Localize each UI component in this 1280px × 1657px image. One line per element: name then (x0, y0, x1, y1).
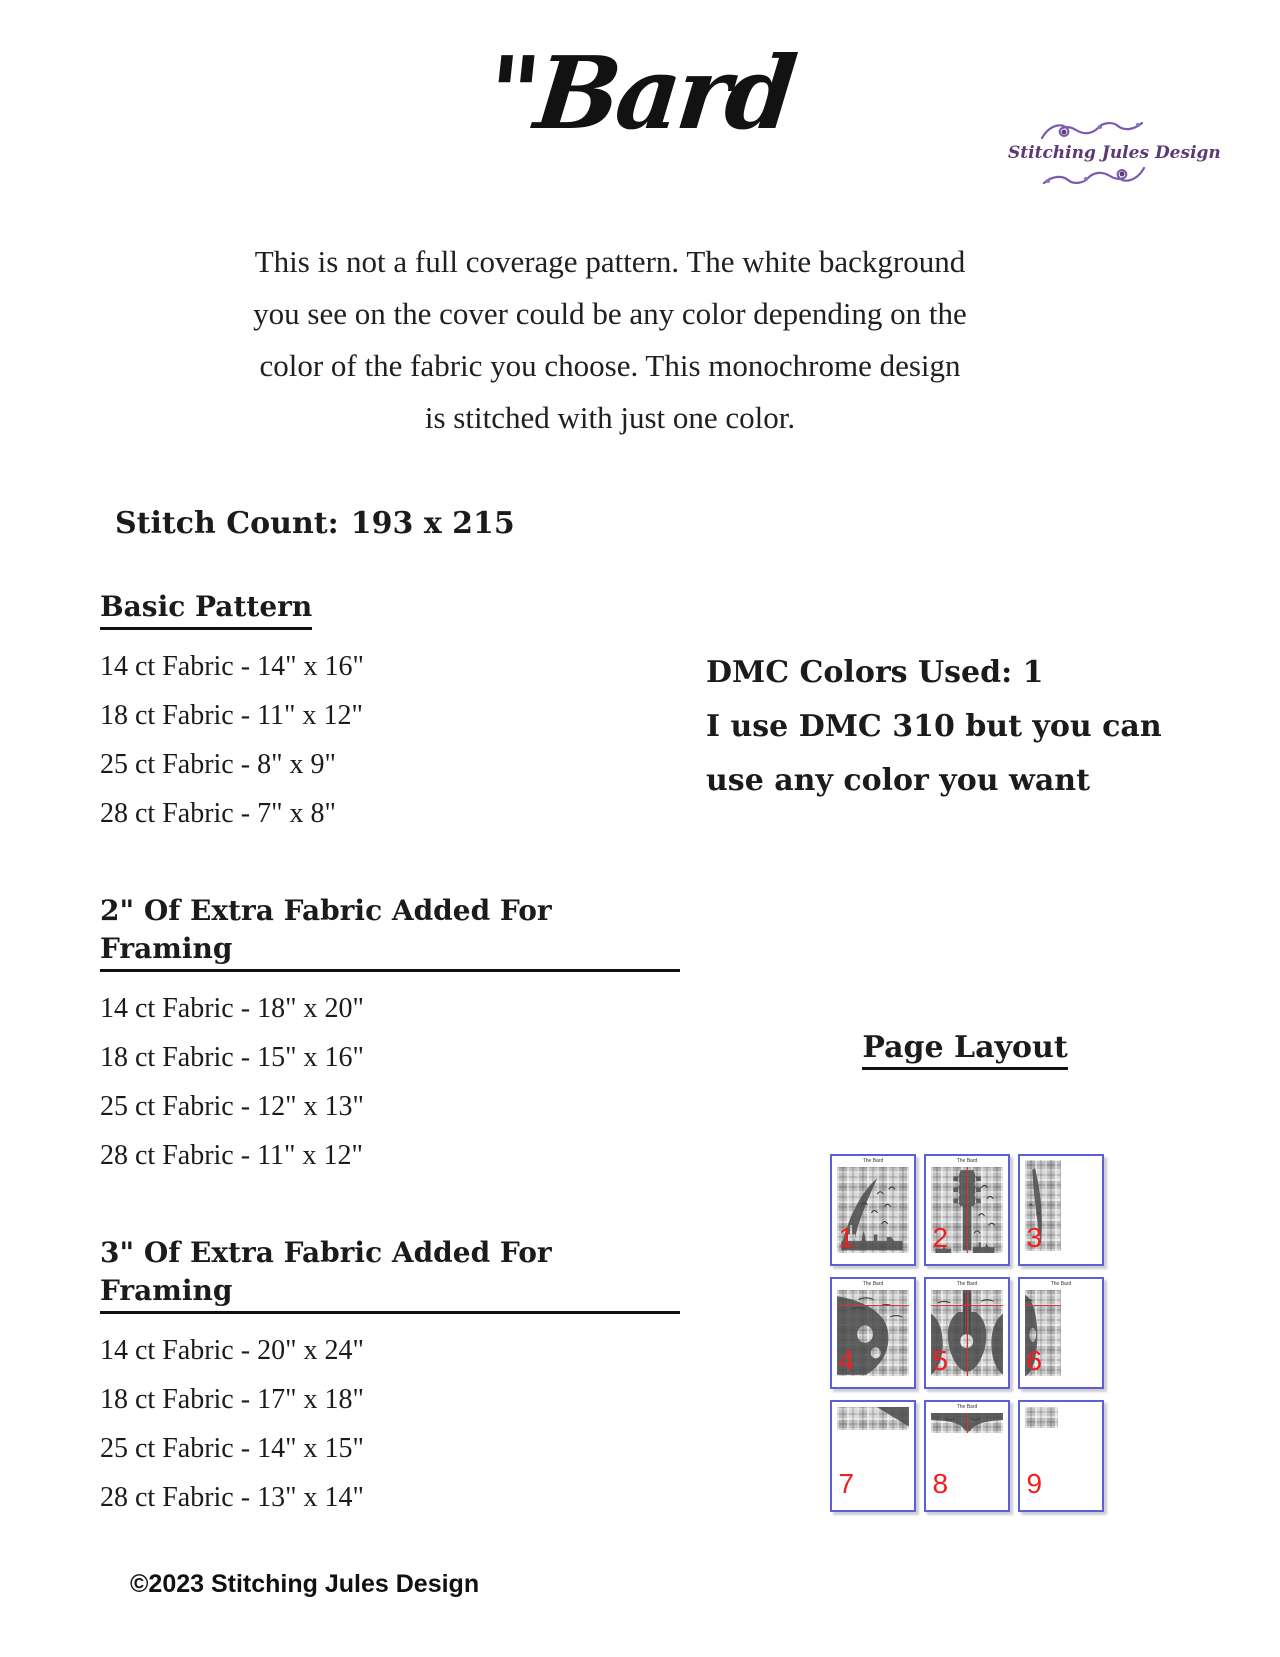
section-basic-pattern (100, 588, 680, 838)
thumbnail-chart-title: The Bard (956, 1281, 978, 1287)
pattern-page-thumbnail (1018, 1154, 1104, 1266)
brand-name: Stitching Jules Design (1008, 143, 1221, 163)
dmc-line: use any color you want (706, 763, 1090, 798)
fabric-size-line: 18 ct Fabric - 11" x 12" (100, 700, 363, 731)
center-line-horizontal (837, 1305, 909, 1306)
chart-preview (931, 1413, 1003, 1434)
fabric-size-line: 28 ct Fabric - 7" x 8" (100, 798, 336, 829)
page-layout-grid (830, 1154, 1104, 1512)
pattern-page-thumbnail (830, 1154, 916, 1266)
pattern-page-thumbnail (924, 1277, 1010, 1389)
center-line-vertical (967, 1290, 968, 1376)
pattern-page-thumbnail (830, 1400, 916, 1512)
thumbnail-chart-title: The Bard (956, 1404, 978, 1410)
section-extra-2in (100, 892, 680, 1180)
page-layout-heading: Page Layout (760, 1030, 1170, 1070)
fabric-size-sections (100, 588, 680, 1576)
fabric-size-line: 25 ct Fabric - 8" x 9" (100, 749, 336, 780)
fabric-size-line: 14 ct Fabric - 20" x 24" (100, 1335, 364, 1366)
page-number: 7 (838, 1468, 855, 1500)
pattern-page-thumbnail (1018, 1277, 1104, 1389)
thumbnail-chart-title: The Bard (1050, 1281, 1072, 1287)
fabric-size-line: 25 ct Fabric - 14" x 15" (100, 1433, 364, 1464)
stitch-count-label: Stitch Count: (115, 506, 339, 541)
pattern-page-thumbnail (924, 1400, 1010, 1512)
stitch-count (115, 506, 515, 541)
thumbnail-chart-title: The Bard (862, 1281, 884, 1287)
center-line-vertical (967, 1167, 968, 1253)
section-heading: Basic Pattern (100, 588, 312, 630)
dmc-line: DMC Colors Used: 1 (706, 655, 1044, 690)
intro-paragraph (140, 236, 1080, 444)
stitch-motif-icon (837, 1407, 909, 1430)
page-number: 8 (932, 1468, 949, 1500)
fabric-size-line: 18 ct Fabric - 15" x 16" (100, 1042, 364, 1073)
page-number: 5 (932, 1345, 949, 1377)
intro-line: is stitched with just one color. (424, 400, 796, 435)
dmc-colors-info (706, 646, 1176, 808)
fabric-size-line: 14 ct Fabric - 18" x 20" (100, 993, 364, 1024)
center-line-horizontal (1025, 1305, 1061, 1306)
dmc-line: I use DMC 310 but you can (706, 709, 1162, 744)
page-number: 2 (932, 1222, 949, 1254)
fabric-size-line: 28 ct Fabric - 13" x 14" (100, 1482, 364, 1513)
fabric-size-line: 25 ct Fabric - 12" x 13" (100, 1091, 364, 1122)
intro-line: color of the fabric you choose. This monochrome design (259, 348, 961, 383)
pattern-page-thumbnail (1018, 1400, 1104, 1512)
thumbnail-chart-title: The Bard (862, 1158, 884, 1164)
intro-line: This is not a full coverage pattern. The white background (254, 244, 966, 279)
page-number: 9 (1026, 1468, 1043, 1500)
intro-line: you see on the cover could be any color depending on the (253, 296, 967, 331)
page-number: 3 (1026, 1222, 1043, 1254)
section-heading: 2" Of Extra Fabric Added For Framing (100, 892, 680, 972)
thumbnail-chart-title: The Bard (956, 1158, 978, 1164)
pattern-page-thumbnail (924, 1154, 1010, 1266)
chart-preview (837, 1407, 909, 1430)
flourish-icon (1038, 162, 1148, 188)
section-extra-3in (100, 1234, 680, 1522)
center-line-vertical (967, 1413, 968, 1434)
fabric-size-line: 18 ct Fabric - 17" x 18" (100, 1384, 364, 1415)
page-title: "Bard (481, 34, 799, 152)
brand-logo (1008, 118, 1221, 188)
fabric-size-line: 28 ct Fabric - 11" x 12" (100, 1140, 363, 1171)
section-heading: 3" Of Extra Fabric Added For Framing (100, 1234, 680, 1314)
page-number: 1 (838, 1222, 855, 1254)
copyright-footer: ©2023 Stitching Jules Design (130, 1570, 480, 1598)
page-number: 4 (838, 1345, 855, 1377)
flourish-icon (1038, 118, 1148, 144)
stitch-count-value: 193 x 215 (350, 506, 515, 541)
chart-preview (1025, 1407, 1058, 1428)
pattern-page-thumbnail (830, 1277, 916, 1389)
fabric-size-line: 14 ct Fabric - 14" x 16" (100, 651, 364, 682)
page-number: 6 (1026, 1345, 1043, 1377)
